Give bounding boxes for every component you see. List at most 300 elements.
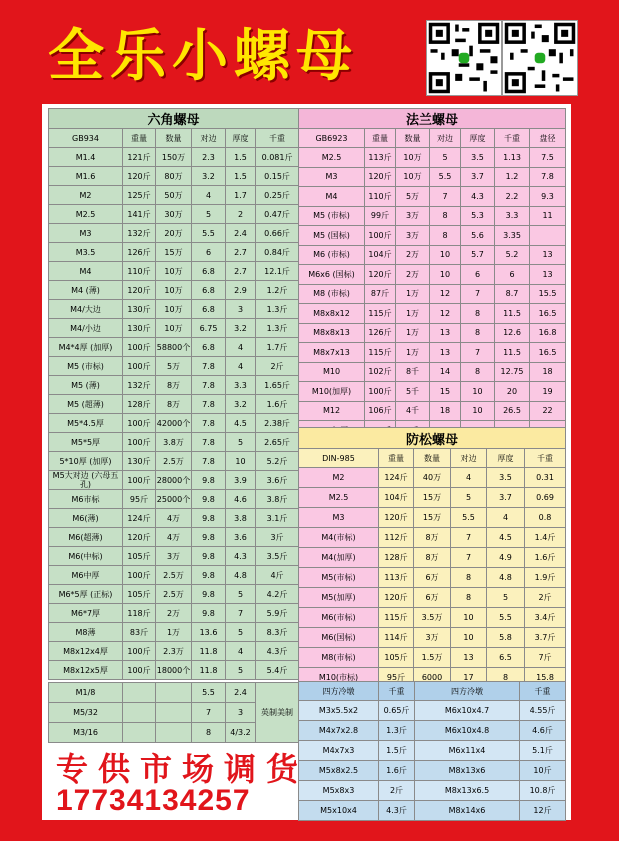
value-cell: 141斤: [123, 205, 156, 224]
value-cell: 130斤: [123, 452, 156, 471]
value-cell: 106斤: [365, 401, 396, 421]
col-header: 对边: [430, 129, 461, 148]
value-cell: 0.84斤: [256, 243, 299, 262]
hex-row: [49, 433, 299, 452]
value-cell: 3.3: [495, 206, 530, 226]
value-cell: 110斤: [123, 262, 156, 281]
flange-row: [299, 265, 566, 285]
value-cell: 2.5万: [156, 585, 192, 604]
spec-cell: M8x12x4厚: [49, 642, 123, 661]
hex-header-row: [49, 129, 299, 148]
value-cell: 8万: [156, 395, 192, 414]
value-cell: 7.8: [192, 452, 226, 471]
value-cell: 6万: [414, 588, 451, 608]
value-cell: 4.8: [226, 566, 256, 585]
square-row: [299, 781, 566, 801]
lock-row: [299, 488, 566, 508]
spec-cell: M4/小边: [49, 319, 123, 338]
hex-row: [49, 148, 299, 167]
hex-row: [49, 528, 299, 547]
value-cell: 4.6斤: [520, 721, 566, 741]
hex-row: [49, 281, 299, 300]
value-cell: 8万: [156, 376, 192, 395]
value-cell: 5.5: [192, 683, 226, 703]
col-header: 千重: [495, 129, 530, 148]
value-cell: 9.8: [192, 585, 226, 604]
lock-row: [299, 608, 566, 628]
value-cell: 11: [530, 206, 566, 226]
value-cell: M8x14x6: [415, 801, 520, 821]
hex-row: [49, 300, 299, 319]
value-cell: 105斤: [379, 648, 414, 668]
value-cell: 15.5: [530, 284, 566, 304]
value-cell: 5: [226, 433, 256, 452]
col-header: 数量: [414, 449, 451, 468]
value-cell: 5.5: [192, 224, 226, 243]
value-cell: 2.5万: [156, 452, 192, 471]
value-cell: 1.4斤: [525, 528, 566, 548]
flange-header-row: [299, 129, 566, 148]
spec-cell: M6 (市标): [299, 245, 365, 265]
spec-cell: M4: [299, 187, 365, 207]
value-cell: 6.75: [192, 319, 226, 338]
value-cell: 9.8: [192, 528, 226, 547]
spec-cell: M6市标: [49, 490, 123, 509]
value-cell: 5: [226, 623, 256, 642]
value-cell: 130斤: [123, 300, 156, 319]
value-cell: 5万: [396, 187, 430, 207]
value-cell: 5.2: [495, 245, 530, 265]
hex-row: [49, 642, 299, 661]
flange-row: [299, 401, 566, 421]
qr-code-icon: [427, 21, 501, 95]
value-cell: 0.31: [525, 468, 566, 488]
lock-row: [299, 528, 566, 548]
value-cell: 12.6: [495, 323, 530, 343]
value-cell: 4.5: [487, 528, 525, 548]
square-row: [299, 741, 566, 761]
value-cell: 5.1斤: [520, 741, 566, 761]
value-cell: 4: [226, 642, 256, 661]
spec-cell: M2.5: [49, 205, 123, 224]
spec-cell: M1.6: [49, 167, 123, 186]
value-cell: 3.5: [461, 148, 495, 168]
col-header: 厚度: [487, 449, 525, 468]
spec-cell: M4/大边: [49, 300, 123, 319]
value-cell: 0.15斤: [256, 167, 299, 186]
value-cell: 11.5: [495, 343, 530, 363]
value-cell: 115斤: [365, 343, 396, 363]
spec-cell: M8(市标): [299, 648, 379, 668]
value-cell: 3: [226, 300, 256, 319]
value-cell: 1.5: [226, 148, 256, 167]
value-cell: 8千: [396, 362, 430, 382]
value-cell: 3.8: [226, 509, 256, 528]
value-cell: 5: [430, 148, 461, 168]
value-cell: 4.2斤: [256, 585, 299, 604]
value-cell: 13: [530, 265, 566, 285]
value-cell: 7: [461, 284, 495, 304]
flange-row: [299, 245, 566, 265]
value-cell: 3.35: [495, 226, 530, 246]
value-cell: 8: [487, 668, 525, 688]
value-cell: 132斤: [123, 224, 156, 243]
spec-cell: M8x8x13: [299, 323, 365, 343]
value-cell: 2.38斤: [256, 414, 299, 433]
value-cell: 114斤: [379, 628, 414, 648]
col-header: 四方冷墩: [415, 682, 520, 701]
value-cell: 10万: [156, 281, 192, 300]
value-cell: 5.6: [461, 226, 495, 246]
hex-row: [49, 186, 299, 205]
spec-cell: M2.5: [299, 148, 365, 168]
square-row: [299, 721, 566, 741]
flange-row: [299, 362, 566, 382]
value-cell: 130斤: [123, 319, 156, 338]
value-cell: 150万: [156, 148, 192, 167]
value-cell: 0.69: [525, 488, 566, 508]
value-cell: 4: [226, 357, 256, 376]
value-cell: 4.9: [487, 548, 525, 568]
spec-cell: M5*5厚: [49, 433, 123, 452]
value-cell: 9.8: [192, 604, 226, 623]
flange-row: [299, 304, 566, 324]
value-cell: 9.8: [192, 471, 226, 490]
value-cell: 8: [461, 362, 495, 382]
value-cell: 18000个: [156, 661, 192, 680]
flange-row: [299, 323, 566, 343]
value-cell: 1.3斤: [379, 721, 415, 741]
value-cell: 5.3: [461, 206, 495, 226]
value-cell: 1.3斤: [256, 319, 299, 338]
spec-cell: M5 (超薄): [49, 395, 123, 414]
value-cell: M6x10x4.8: [415, 721, 520, 741]
spec-cell: M1.4: [49, 148, 123, 167]
value-cell: 128斤: [123, 395, 156, 414]
value-cell: 6: [461, 265, 495, 285]
value-cell: 8万: [414, 528, 451, 548]
value-cell: 4.3: [461, 187, 495, 207]
value-cell: 3.7: [461, 167, 495, 187]
spec-cell: M4x7x2.8: [299, 721, 379, 741]
col-header: 千重: [256, 129, 299, 148]
value-cell: 6: [192, 243, 226, 262]
value-cell: 4: [487, 508, 525, 528]
qr-code-icon: [503, 21, 577, 95]
imperial-note: 英制美制: [256, 683, 299, 743]
value-cell: 13.6: [192, 623, 226, 642]
value-cell: 95斤: [123, 490, 156, 509]
value-cell: 50万: [156, 186, 192, 205]
col-header: 四方冷墩: [299, 682, 379, 701]
col-header: 厚度: [461, 129, 495, 148]
value-cell: 28000个: [156, 471, 192, 490]
value-cell: 26.5: [495, 401, 530, 421]
col-header: GB934: [49, 129, 123, 148]
value-cell: 102斤: [365, 362, 396, 382]
value-cell: 5.5: [487, 608, 525, 628]
hex-row: [49, 661, 299, 680]
value-cell: 11.8: [192, 661, 226, 680]
value-cell: 6.8: [192, 262, 226, 281]
hex-row: [49, 243, 299, 262]
value-cell: 1.5万: [414, 648, 451, 668]
value-cell: 3.7斤: [525, 628, 566, 648]
value-cell: 10: [451, 628, 487, 648]
spec-cell: M10: [299, 362, 365, 382]
col-header: 对边: [192, 129, 226, 148]
spec-cell: M5 (国标): [299, 226, 365, 246]
value-cell: 3.3: [226, 376, 256, 395]
spec-cell: M6(薄): [49, 509, 123, 528]
flange-row: [299, 382, 566, 402]
value-cell: 7: [192, 703, 226, 723]
value-cell: 105斤: [123, 585, 156, 604]
value-cell: [156, 703, 192, 723]
spec-cell: M5x8x2.5: [299, 761, 379, 781]
value-cell: 2.5万: [156, 566, 192, 585]
spec-cell: 5*10厚 (加厚): [49, 452, 123, 471]
value-cell: 110斤: [365, 187, 396, 207]
value-cell: 1.65斤: [256, 376, 299, 395]
hex-row: [49, 623, 299, 642]
lock-row: [299, 508, 566, 528]
value-cell: 2万: [396, 245, 430, 265]
value-cell: 6万: [414, 568, 451, 588]
hex-row: [49, 566, 299, 585]
value-cell: 12.1斤: [256, 262, 299, 281]
value-cell: 126斤: [365, 323, 396, 343]
value-cell: 95斤: [379, 668, 414, 688]
value-cell: 12斤: [520, 801, 566, 821]
value-cell: 16.8: [530, 323, 566, 343]
value-cell: 3万: [396, 206, 430, 226]
spec-cell: M4(市标): [299, 528, 379, 548]
hex-row: [49, 376, 299, 395]
value-cell: 1.6斤: [525, 548, 566, 568]
value-cell: 120斤: [123, 281, 156, 300]
value-cell: 1万: [396, 284, 430, 304]
col-header: 数量: [396, 129, 430, 148]
value-cell: 4.8: [487, 568, 525, 588]
square-row: [299, 701, 566, 721]
spec-cell: M3: [299, 508, 379, 528]
value-cell: 10: [461, 382, 495, 402]
value-cell: 1.6斤: [256, 395, 299, 414]
value-cell: 1万: [396, 304, 430, 324]
value-cell: 10斤: [520, 761, 566, 781]
flange-row: [299, 284, 566, 304]
qr-code-2: [502, 20, 578, 96]
value-cell: [530, 226, 566, 246]
value-cell: 10: [430, 245, 461, 265]
value-cell: 4.6: [226, 490, 256, 509]
value-cell: 7斤: [525, 648, 566, 668]
value-cell: 3万: [156, 547, 192, 566]
spec-cell: M3: [299, 167, 365, 187]
lock-row: [299, 568, 566, 588]
value-cell: 118斤: [123, 604, 156, 623]
value-cell: 3.2: [226, 319, 256, 338]
value-cell: 2.4: [226, 683, 256, 703]
value-cell: 1.13: [495, 148, 530, 168]
value-cell: 14: [430, 362, 461, 382]
value-cell: 4.3: [226, 547, 256, 566]
flange-row: [299, 187, 566, 207]
value-cell: 5千: [396, 382, 430, 402]
value-cell: 12: [430, 304, 461, 324]
value-cell: [123, 703, 156, 723]
value-cell: M6x10x4.7: [415, 701, 520, 721]
value-cell: 3.7: [487, 488, 525, 508]
value-cell: 8.3斤: [256, 623, 299, 642]
value-cell: 87斤: [365, 284, 396, 304]
spec-cell: M4*4厚 (加厚): [49, 338, 123, 357]
value-cell: 128斤: [379, 548, 414, 568]
value-cell: 5: [226, 585, 256, 604]
value-cell: [123, 683, 156, 703]
value-cell: 5.5: [430, 167, 461, 187]
col-header: 数量: [156, 129, 192, 148]
hex-row: [49, 604, 299, 623]
spec-cell: M8x7x13: [299, 343, 365, 363]
hex-row: [49, 262, 299, 281]
value-cell: 120斤: [379, 588, 414, 608]
value-cell: M6x11x4: [415, 741, 520, 761]
value-cell: 6.8: [192, 300, 226, 319]
value-cell: 20: [495, 382, 530, 402]
value-cell: 120斤: [365, 167, 396, 187]
value-cell: 2.7: [226, 243, 256, 262]
value-cell: 10: [430, 265, 461, 285]
value-cell: 3.9: [226, 471, 256, 490]
value-cell: 9.8: [192, 547, 226, 566]
value-cell: 104斤: [379, 488, 414, 508]
value-cell: 13: [530, 245, 566, 265]
value-cell: 8: [192, 723, 226, 743]
value-cell: 7.5: [530, 148, 566, 168]
value-cell: 8万: [414, 548, 451, 568]
value-cell: 8: [461, 323, 495, 343]
value-cell: 25000个: [156, 490, 192, 509]
value-cell: 10万: [156, 262, 192, 281]
value-cell: 19: [530, 382, 566, 402]
value-cell: 17: [451, 668, 487, 688]
hex-row: [49, 167, 299, 186]
spec-cell: M6(中标): [49, 547, 123, 566]
hex-row: [49, 509, 299, 528]
value-cell: M8x13x6.5: [415, 781, 520, 801]
value-cell: 1.5: [226, 167, 256, 186]
value-cell: 12.75: [495, 362, 530, 382]
hex-row: [49, 338, 299, 357]
value-cell: 10万: [156, 300, 192, 319]
value-cell: 7: [451, 548, 487, 568]
value-cell: 0.25斤: [256, 186, 299, 205]
value-cell: 11.8: [192, 642, 226, 661]
value-cell: 124斤: [379, 468, 414, 488]
value-cell: 2斤: [525, 588, 566, 608]
value-cell: 20万: [156, 224, 192, 243]
value-cell: 9.3: [530, 187, 566, 207]
value-cell: 100斤: [365, 226, 396, 246]
value-cell: 30万: [156, 205, 192, 224]
hex-row: [49, 395, 299, 414]
value-cell: 2.65斤: [256, 433, 299, 452]
spec-cell: M3/16: [49, 723, 123, 743]
value-cell: 121斤: [123, 148, 156, 167]
value-cell: 104斤: [365, 245, 396, 265]
flange-row: [299, 206, 566, 226]
value-cell: [123, 723, 156, 743]
value-cell: 13: [430, 323, 461, 343]
value-cell: 7.8: [530, 167, 566, 187]
value-cell: 8: [430, 226, 461, 246]
hex-row: [49, 452, 299, 471]
value-cell: 120斤: [123, 528, 156, 547]
lock-row: [299, 588, 566, 608]
flange-row: [299, 226, 566, 246]
value-cell: 120斤: [365, 265, 396, 285]
value-cell: 7: [226, 604, 256, 623]
hex-row: [49, 319, 299, 338]
phone-number: 17734134257: [56, 784, 251, 817]
brand-title: 全乐小螺母: [48, 24, 358, 89]
value-cell: [156, 723, 192, 743]
value-cell: 13: [430, 343, 461, 363]
hex-row: [49, 414, 299, 433]
value-cell: 1.2斤: [256, 281, 299, 300]
value-cell: 10: [451, 608, 487, 628]
value-cell: 100斤: [123, 661, 156, 680]
value-cell: 40万: [414, 468, 451, 488]
value-cell: 9.8: [192, 566, 226, 585]
spec-cell: M8 (市标): [299, 284, 365, 304]
value-cell: 2斤: [379, 781, 415, 801]
value-cell: 8.7: [495, 284, 530, 304]
value-cell: 4.3斤: [256, 642, 299, 661]
value-cell: 3.2: [192, 167, 226, 186]
square-nut-table: [298, 681, 566, 821]
spec-cell: M4 (薄): [49, 281, 123, 300]
value-cell: 113斤: [365, 148, 396, 168]
value-cell: 3.5斤: [256, 547, 299, 566]
value-cell: 1.7: [226, 186, 256, 205]
value-cell: 10: [226, 452, 256, 471]
value-cell: 10万: [156, 319, 192, 338]
value-cell: 0.081斤: [256, 148, 299, 167]
spec-cell: M10(加厚): [299, 382, 365, 402]
value-cell: 80万: [156, 167, 192, 186]
value-cell: 5.9斤: [256, 604, 299, 623]
spec-cell: M8x12x5厚: [49, 661, 123, 680]
hex-row: [49, 490, 299, 509]
hex-row: [49, 547, 299, 566]
spec-cell: M5(加厚): [299, 588, 379, 608]
spec-cell: M5大对边 (六母五孔): [49, 471, 123, 490]
value-cell: 2: [226, 205, 256, 224]
value-cell: 100斤: [123, 642, 156, 661]
col-header: GB6923: [299, 129, 365, 148]
value-cell: 4: [192, 186, 226, 205]
slogan: 专供市场调货: [56, 750, 309, 788]
value-cell: 1万: [396, 323, 430, 343]
hex-row: [49, 585, 299, 604]
value-cell: 15万: [414, 488, 451, 508]
value-cell: 3斤: [256, 528, 299, 547]
value-cell: 16.5: [530, 343, 566, 363]
value-cell: 100斤: [123, 433, 156, 452]
